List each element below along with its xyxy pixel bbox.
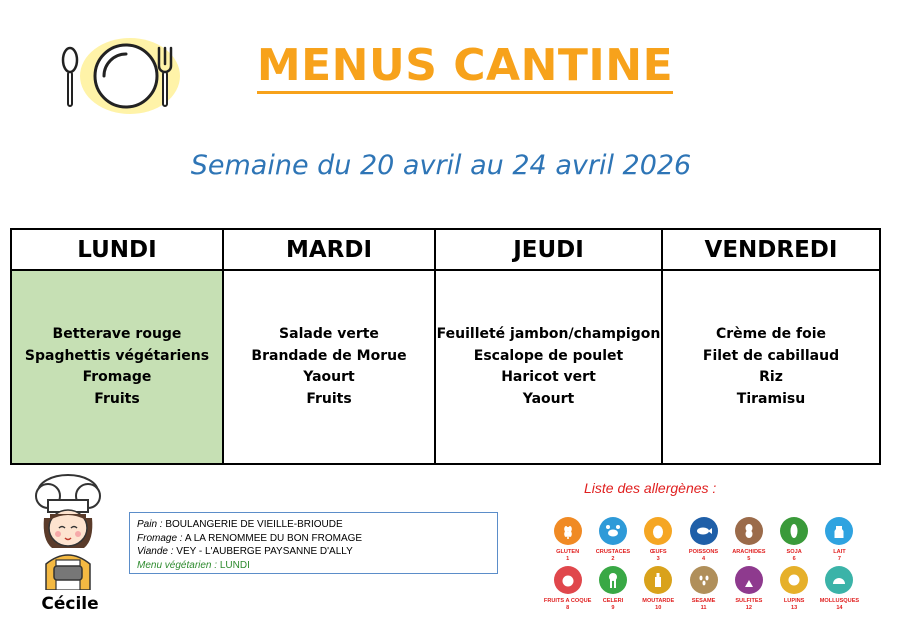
allergen-name: ARACHIDES: [732, 549, 766, 555]
dish: Yaourt: [522, 390, 575, 407]
milk-icon: [825, 517, 853, 545]
allergen-number: 14: [836, 605, 843, 611]
allergen-item: [817, 517, 862, 563]
day-header-lundi: LUNDI: [12, 230, 224, 271]
page-title: MENUS CANTINE: [0, 40, 900, 91]
allergen-item: [771, 566, 816, 612]
dish: Escalope de poulet: [473, 347, 624, 364]
dish: Crème de foie: [715, 326, 827, 342]
menu-table: [10, 228, 881, 465]
egg-icon: [644, 517, 672, 545]
allergen-name: SULFITES: [735, 598, 763, 604]
shell-icon: [825, 566, 853, 594]
allergen-item: [590, 517, 635, 563]
dish: Filet de cabillaud: [702, 347, 840, 364]
allergen-number: 4: [701, 556, 706, 562]
dish: Fruits: [94, 390, 140, 407]
allergen-item: [545, 517, 590, 563]
allergen-number: 3: [656, 556, 660, 562]
crab-icon: [599, 517, 627, 545]
allergen-item: [771, 517, 816, 563]
allergen-name: MOUTARDE: [642, 598, 675, 604]
allergen-name: POISSONS: [688, 549, 719, 555]
allergen-name: SOJA: [786, 549, 802, 555]
allergen-item: [636, 517, 681, 563]
day-menu-lundi: [12, 271, 224, 463]
celery-icon: [599, 566, 627, 594]
dish: Haricot vert: [501, 369, 596, 385]
allergen-number: 9: [611, 605, 615, 611]
dish: Salade verte: [279, 326, 379, 342]
allergen-number: 13: [791, 605, 798, 611]
allergen-name: FRUITS A COQUE: [543, 598, 592, 604]
peanut-icon: [735, 517, 763, 545]
dish: Fromage: [82, 369, 152, 385]
dish: Fruits: [306, 390, 352, 407]
allergen-list-title: Liste des allergènes :: [584, 480, 717, 496]
allergen-number: 10: [655, 605, 662, 611]
nut-icon: [554, 566, 582, 594]
lupin-icon: [780, 566, 808, 594]
allergen-number: 2: [611, 556, 615, 562]
dish: Yaourt: [303, 369, 355, 385]
allergen-item: [545, 566, 590, 612]
allergen-number: 5: [747, 556, 751, 562]
allergen-number: 1: [566, 556, 570, 562]
allergen-grid: [545, 517, 861, 612]
allergen-name: ŒUFS: [649, 549, 667, 555]
allergen-name: CELERI: [602, 598, 624, 604]
dish: Riz: [759, 369, 783, 385]
chef-name: Cécile: [41, 594, 99, 614]
dish: Feuilleté jambon/champigon: [436, 326, 661, 342]
sulfite-icon: [735, 566, 763, 594]
allergen-name: SESAME: [691, 598, 716, 604]
allergen-number: 6: [792, 556, 796, 562]
supplier-pain: Pain : BOULANGERIE DE VIEILLE-BRIOUDE: [137, 519, 343, 530]
chef-illustration-icon: [28, 472, 108, 590]
allergen-name: GLUTEN: [556, 549, 580, 555]
allergen-name: LAIT: [833, 549, 846, 555]
day-header-mardi: MARDI: [224, 230, 436, 271]
allergen-item: [681, 517, 726, 563]
allergen-item: [726, 566, 771, 612]
allergen-item: [636, 566, 681, 612]
allergen-name: LUPINS: [783, 598, 805, 604]
week-subtitle: Semaine du 20 avril au 24 avril 2026: [190, 150, 692, 181]
allergen-number: 11: [700, 605, 707, 611]
allergen-item: [590, 566, 635, 612]
allergen-number: 7: [837, 556, 841, 562]
supplier-fromage: Fromage : A LA RENOMMEE DU BON FROMAGE: [137, 532, 363, 544]
sesame-icon: [690, 566, 718, 594]
wheat-icon: [554, 517, 582, 545]
allergen-item: [681, 566, 726, 612]
suppliers-box: [129, 512, 498, 574]
dish: Spaghettis végétariens: [24, 347, 210, 364]
day-menu-mardi: [224, 271, 436, 463]
allergen-name: MOLLUSQUES: [819, 598, 860, 604]
day-menu-jeudi: [436, 271, 663, 463]
day-menu-vendredi: [663, 271, 879, 463]
supplier-viande: Viande : VEY - L'AUBERGE PAYSANNE D'ALLY: [137, 546, 353, 557]
fish-icon: [690, 517, 718, 545]
dish: Tiramisu: [736, 390, 806, 407]
dish: Brandade de Morue: [251, 347, 407, 364]
day-header-vendredi: VENDREDI: [663, 230, 879, 271]
soy-icon: [780, 517, 808, 545]
allergen-number: 12: [745, 605, 752, 611]
allergen-item: [817, 566, 862, 612]
day-header-jeudi: JEUDI: [436, 230, 663, 271]
allergen-name: CRUSTACES: [595, 549, 631, 555]
allergen-item: [726, 517, 771, 563]
allergen-number: 8: [566, 605, 570, 611]
mustard-icon: [644, 566, 672, 594]
dish: Betterave rouge: [52, 326, 182, 342]
vegetarian-day: Menu végétarien : LUNDI: [137, 559, 250, 571]
